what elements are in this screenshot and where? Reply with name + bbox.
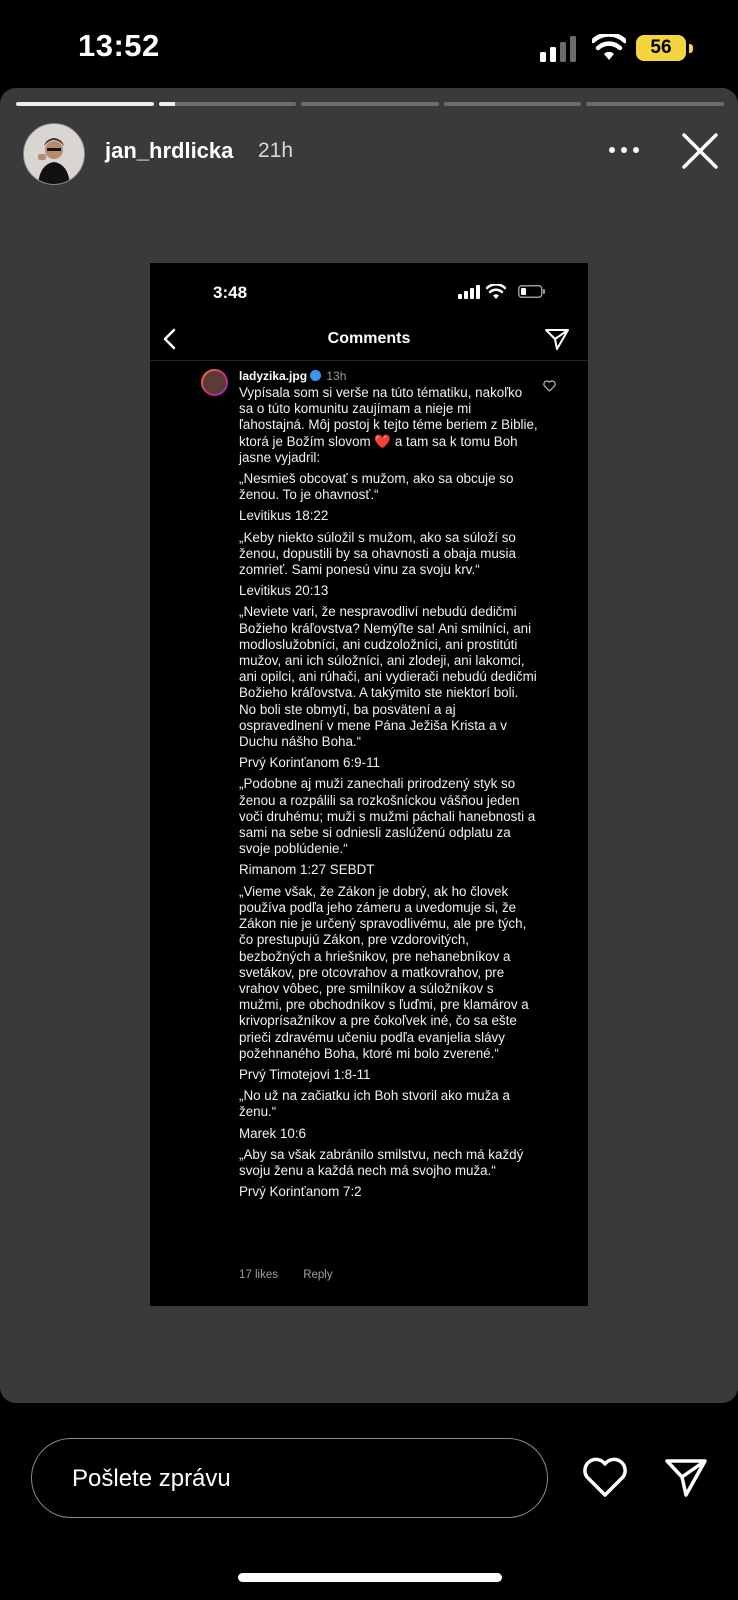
more-dots-icon[interactable]: [606, 138, 642, 162]
screenshot-time: 3:48: [213, 283, 248, 302]
story-age: 21h: [258, 139, 294, 162]
comment-paragraph: Levitikus 20:13: [239, 583, 329, 599]
close-icon[interactable]: [680, 131, 720, 171]
verified-icon: [310, 370, 321, 381]
story-progress: [16, 102, 724, 106]
avatar[interactable]: [23, 123, 85, 185]
comment-paragraph: „Aby sa však zabránilo smilstvu, nech má každý svoju ženu a každá nech má svojho muža.“: [239, 1146, 524, 1178]
story-username[interactable]: jan_hrdlicka: [105, 138, 234, 163]
screenshot-signal-icon: [458, 285, 480, 299]
comment-paragraph: Vypísala som si verše na túto tématiku, nakoľko sa o túto komunitu zaujímam a nieje mi ľahostajná. Môj postoj k tejto téme beriem z Biblie, ktorá je Božím slovom ❤️ a tam sa k tomu Boh jasne vyjadril:: [239, 385, 538, 465]
progress-segment: [159, 102, 297, 106]
comment-paragraph: „Nesmieš obcovať s mužom, ako sa obcuje so ženou. To je ohavnosť.“: [239, 471, 514, 503]
comment-paragraph: „Vieme však, že Zákon je dobrý, ak ho človek používa podľa jeho zámeru a uvedomuje si, že Zákon nie je určený spravodlivému, ale pre tých, čo prestupujú Zákon, pre vzdorovitých, bezbožných a hriešnikov, pre nehanebníkov a svetákov, pre otcovrahov a matkovrahov, pre vrahov vôbec, pre smilníkov a súložníkov s mužmi, pre obchodníkov s ľuďmi, pre klamárov a krivoprísažníkov a pre čokoľvek iné, čo sa ešte prieči zdravému učeniu podľa evanjelia slávy požehnaného Boha, ktoré mi bolo zverené.“: [239, 883, 529, 1061]
comment-body: [239, 385, 539, 1205]
progress-fill: [159, 102, 176, 106]
comment-paragraph: „Keby niekto súložil s mužom, ako sa súloží so ženou, dopustili by sa ohavnosti a obaja musia zomrieť. Sami ponesú vinu za svoju krv.“: [239, 529, 516, 578]
screenshot-wifi-icon: [486, 284, 506, 300]
comment-paragraph: Prvý Korinťanom 6:9-11: [239, 755, 380, 771]
commenter-username[interactable]: ladyzika.jpg: [239, 369, 308, 383]
comment-paragraph: Rimanom 1:27 SEBDT: [239, 862, 375, 878]
heart-icon[interactable]: [582, 1456, 628, 1498]
signal-bars-icon: [540, 36, 580, 62]
comment-paragraph: Marek 10:6: [239, 1125, 306, 1141]
comment-footer: [239, 1269, 355, 1281]
battery-level: 56: [636, 35, 686, 61]
progress-fill: [16, 102, 154, 106]
wifi-icon: [592, 34, 626, 62]
comment-paragraph: Prvý Korinťanom 7:2: [239, 1184, 362, 1200]
progress-segment: [301, 102, 439, 106]
battery-tip: [689, 44, 693, 53]
comment-paragraph: Prvý Timotejovi 1:8-11: [239, 1066, 371, 1082]
battery-indicator: [636, 35, 698, 63]
screenshot-battery-icon: [518, 285, 546, 298]
home-indicator: [238, 1573, 502, 1582]
header-divider: [150, 360, 588, 361]
message-input[interactable]: [70, 1461, 514, 1497]
share-icon[interactable]: [544, 327, 570, 351]
shared-screenshot: [150, 263, 588, 1306]
comment-header: [239, 369, 346, 383]
progress-segment: [586, 102, 724, 106]
story-viewer[interactable]: [0, 88, 738, 1403]
paper-plane-icon[interactable]: [664, 1456, 708, 1498]
comment-paragraph: „Podobne aj muži zanechali prirodzený styk so ženou a rozpálili sa rozkošníckou vášňou jeden voči druhému; muži s mužmi páchali hanebnosti a sami na sebe si odniesli zaslúženú odplatu za svoje poblúdenie.“: [239, 776, 536, 857]
commenter-avatar[interactable]: [201, 369, 228, 396]
comment-likes[interactable]: 17 likes: [239, 1269, 278, 1281]
status-time: 13:52: [78, 28, 160, 63]
comment-reply-button[interactable]: Reply: [303, 1269, 333, 1281]
message-input-container[interactable]: [31, 1438, 548, 1518]
comment-paragraph: Levitikus 18:22: [239, 508, 329, 524]
status-bar: [0, 0, 738, 90]
avatar-photo-icon: [24, 124, 84, 184]
progress-segment: [16, 102, 154, 106]
comment-paragraph: „No už na začiatku ich Boh stvoril ako muža a ženu.“: [239, 1088, 510, 1120]
comment-time: 13h: [326, 369, 347, 383]
progress-segment: [444, 102, 582, 106]
comment-paragraph: „Neviete vari, že nespravodliví nebudú dedičmi Božieho kráľovstva? Nemýľte sa! Ani smilníci, ani modloslužobníci, ani cudzoložníci, ani prostitúti mužov, ani ich súložníci, ani zlodeji, ani lakomci, ani opilci, ani rúhači, ani vydierači nebudú dedičmi Božieho kráľovstva. A takýmito ste niektorí boli. No boli ste obmytí, ba posvätení a aj ospravedlnení v mene Pána Ježiša Krista a v Duchu nášho Boha.“: [239, 604, 537, 750]
comment-heart-icon[interactable]: [543, 380, 556, 392]
comments-title: Comments: [327, 330, 411, 347]
